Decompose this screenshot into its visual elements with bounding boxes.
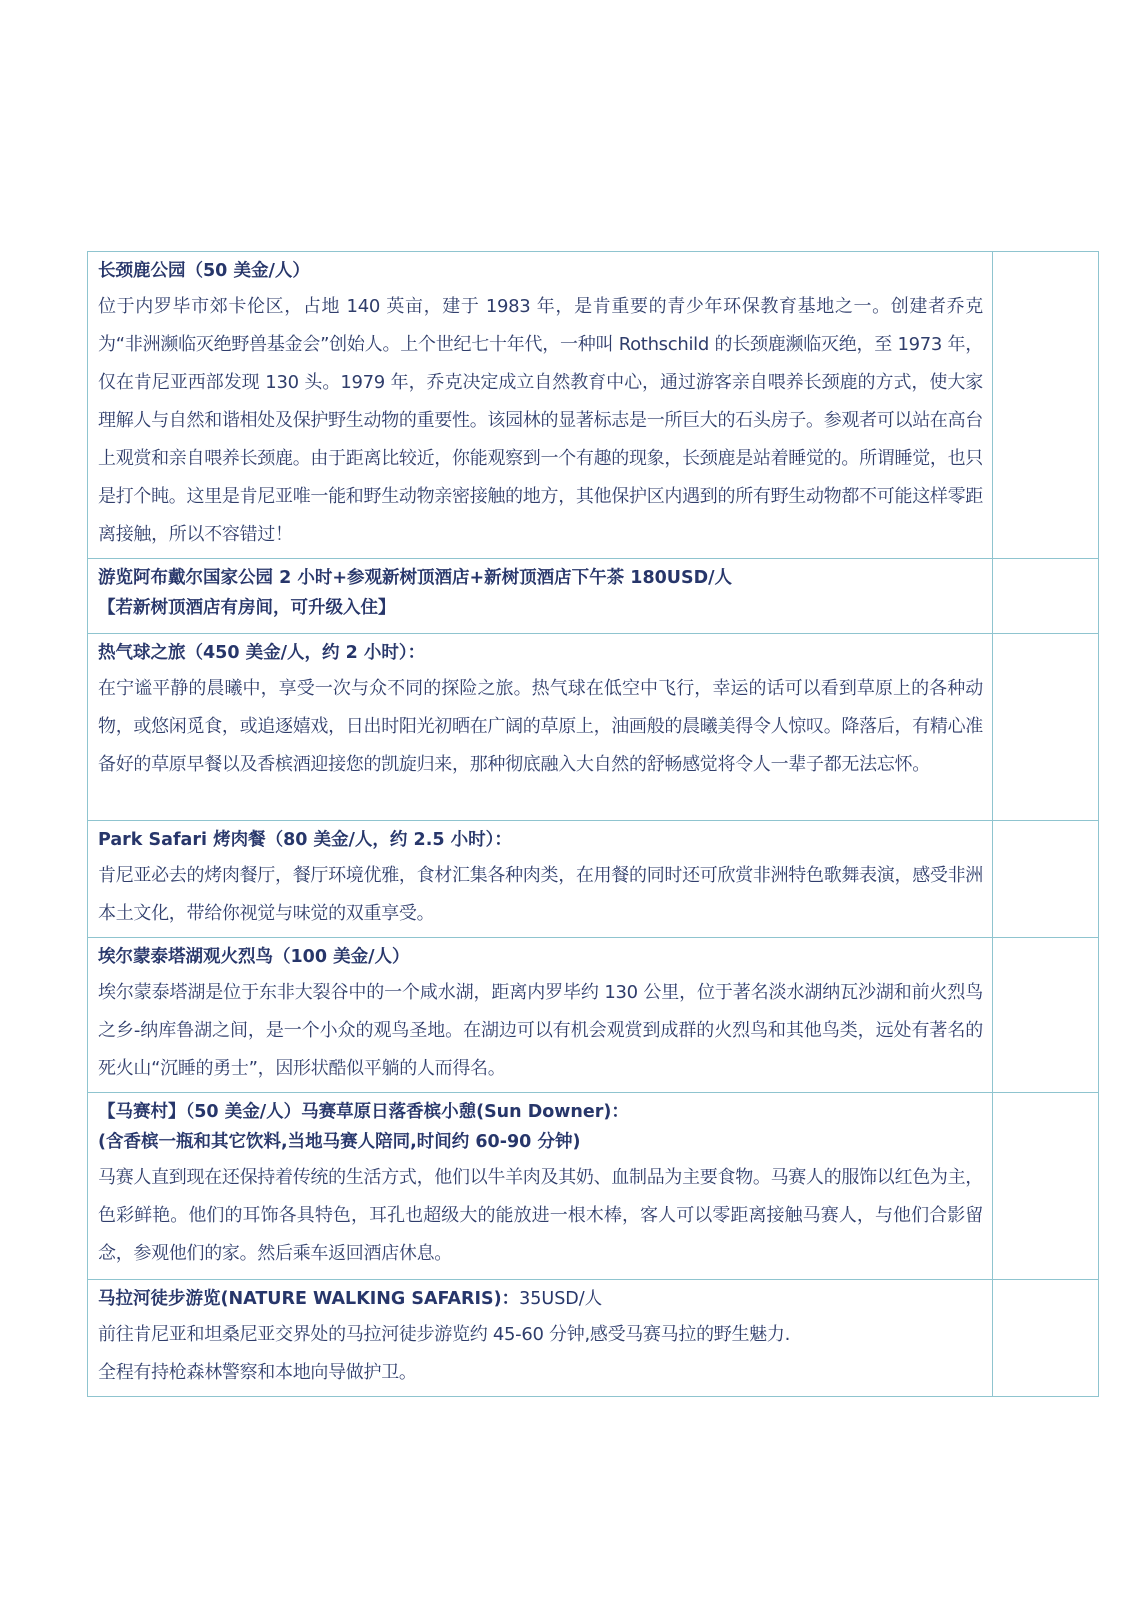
activity-description: 前往肯尼亚和坦桑尼亚交界处的马拉河徒步游览约 45-60 分钟,感受马赛马拉的野生魅力. xyxy=(98,1324,790,1345)
activity-title: Park Safari 烤肉餐（80 美金/人，约 2.5 小时）： xyxy=(98,830,512,850)
activity-subtitle: 【若新树顶酒店有房间，可升级入住】 xyxy=(98,598,396,618)
activity-side-cell xyxy=(993,252,1099,559)
activity-description: 肯尼亚必去的烤肉餐厅，餐厅环境优雅，食材汇集各种肉类，在用餐的同时还可欣赏非洲特色歌舞表演，感受非洲本土文化，带给你视觉与味觉的双重享受。 xyxy=(98,865,983,924)
activity-description-cell xyxy=(88,938,993,1093)
activity-side-cell xyxy=(993,634,1099,821)
activity-title: 埃尔蒙泰塔湖观火烈鸟（100 美金/人） xyxy=(98,947,410,967)
activity-title xyxy=(98,1286,983,1312)
activity-side-cell xyxy=(993,821,1099,938)
activity-side-cell xyxy=(993,1093,1099,1280)
activity-side-cell xyxy=(993,1280,1099,1397)
activity-description-note: 全程有持枪森林警察和本地向导做护卫。 xyxy=(98,1362,417,1383)
activity-description-cell xyxy=(88,559,993,634)
activity-description-cell xyxy=(88,252,993,559)
activity-description: 位于内罗毕市郊卡伦区，占地 140 英亩，建于 1983 年，是肯重要的青少年环保教育基地之一。创建者乔克为“非洲濒临灭绝野兽基金会”创始人。上个世纪七十年代，一种叫 Rothschild 的长颈鹿濒临灭绝，至 1973 年，仅在肯尼亚西部发现 130 头。1979 年，乔克决定成立自然教育中心，通过游客亲自喂养长颈鹿的方式，使大家理解人与自然和谐相处及保护野生动物的重要性。该园林的显著标志是一所巨大的石头房子。参观者可以站在高台上观赏和亲自喂养长颈鹿。由于距离比较近，你能观察到一个有趣的现象，长颈鹿是站着睡觉的。所谓睡觉，也只是打个盹。这里是肯尼亚唯一能和野生动物亲密接触的地方，其他保护区内遇到的所有野生动物都不可能这样零距离接触，所以不容错过！ xyxy=(98,296,983,545)
table-row xyxy=(88,938,1099,1093)
activity-title: 热气球之旅（450 美金/人，约 2 小时）： xyxy=(98,643,426,663)
table-row xyxy=(88,634,1099,821)
table-row xyxy=(88,1093,1099,1280)
activity-subtitle: (含香槟一瓶和其它饮料,当地马赛人陪同,时间约 60-90 分钟) xyxy=(98,1132,581,1152)
table-row xyxy=(88,559,1099,634)
activity-description: 在宁谧平静的晨曦中，享受一次与众不同的探险之旅。热气球在低空中飞行，幸运的话可以看到草原上的各种动物，或悠闲觅食，或追逐嬉戏，日出时阳光初晒在广阔的草原上，油画般的晨曦美得令人惊叹。降落后，有精心准备好的草原早餐以及香槟酒迎接您的凯旋归来，那种彻底融入大自然的舒畅感觉将令人一辈子都无法忘怀。 xyxy=(98,678,983,775)
activity-title: 游览阿布戴尔国家公园 2 小时+参观新树顶酒店+新树顶酒店下午茶 180USD/人 xyxy=(98,568,733,588)
activity-title: 【马赛村】（50 美金/人）马赛草原日落香槟小憩(Sun Downer)： xyxy=(98,1102,629,1122)
activity-title-text: 马拉河徒步游览(NATURE WALKING SAFARIS)： xyxy=(98,1289,520,1309)
activity-description-cell xyxy=(88,821,993,938)
activity-table xyxy=(87,251,1099,1397)
activity-description-cell xyxy=(88,1280,993,1397)
activity-price: 35USD/人 xyxy=(519,1289,603,1309)
table-row xyxy=(88,821,1099,938)
table-row xyxy=(88,252,1099,559)
activity-title: 长颈鹿公园（50 美金/人） xyxy=(98,261,310,281)
activity-description: 马赛人直到现在还保持着传统的生活方式，他们以牛羊肉及其奶、血制品为主要食物。马赛人的服饰以红色为主，色彩鲜艳。他们的耳饰各具特色，耳孔也超级大的能放进一根木棒，客人可以零距离接触马赛人，与他们合影留念，参观他们的家。然后乘车返回酒店休息。 xyxy=(98,1167,983,1264)
activity-description-cell xyxy=(88,634,993,821)
activity-description-cell xyxy=(88,1093,993,1280)
activity-description: 埃尔蒙泰塔湖是位于东非大裂谷中的一个咸水湖，距离内罗毕约 130 公里，位于著名淡水湖纳瓦沙湖和前火烈鸟之乡-纳库鲁湖之间，是一个小众的观鸟圣地。在湖边可以有机会观赏到成群的火烈鸟和其他鸟类，远处有著名的死火山“沉睡的勇士”，因形状酷似平躺的人而得名。 xyxy=(98,982,983,1079)
activity-side-cell xyxy=(993,938,1099,1093)
activity-side-cell xyxy=(993,559,1099,634)
table-row xyxy=(88,1280,1099,1397)
